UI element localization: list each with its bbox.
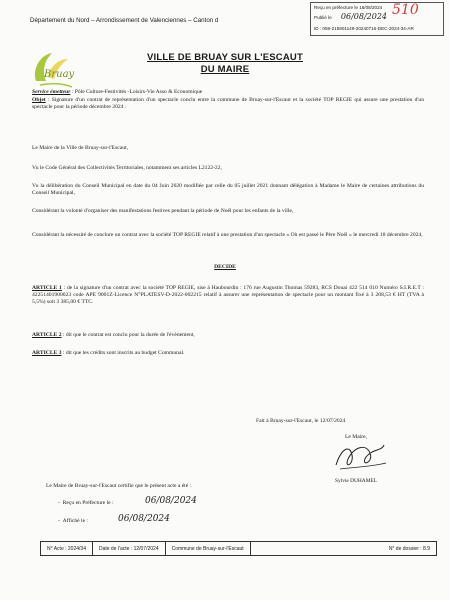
- article-2: [32, 332, 424, 339]
- stamp-line-published: [314, 14, 387, 21]
- article-1: [32, 285, 424, 307]
- mayor-signature: [330, 437, 390, 477]
- mayor-name: Sylvie DUHAMEL: [335, 478, 378, 484]
- stamp-line-id: ID : 059-215901149-20240716-DEC-2024-34-AR: [314, 26, 414, 31]
- posted-bullet: -: [58, 518, 63, 524]
- logo-wordmark: Bruay: [44, 69, 75, 80]
- department-header: Département du Nord – Arrondissement de Valenciennes – Canton d: [30, 17, 219, 24]
- certification-posted: [58, 518, 88, 525]
- article-3: [32, 350, 424, 357]
- stamp-line-received: Reçu en préfecture le 16/08/2024: [314, 5, 383, 10]
- article-3-label: ARTICLE 3: [32, 350, 62, 356]
- mayor-line: Le Maire de la Ville de Bruay-sur-l'Escaut,: [32, 145, 128, 151]
- article-1-text: : de la signature d'un contrat avec la société TOP REGIE, sise à Haubourdin : 176 rue Augustin Thomas 59283, RCS Douai 422 514 010 Numéro S.I.R.E.T : 42251401900023 code APE 9001Z-Licence N°PLATESV-D-2022-002215 relatif à assurer une représentation de spectacle pour un montant fixé à 3 208,53 € HT (TVA à 5,5%) soit 3 385,00 € TTC.: [32, 285, 424, 306]
- vu-deliberation: Vu la délibération du Conseil Municipal en date du 04 Juin 2020 modifiée par celle du 05 juillet 2021 donnant délégation à Madame le Maire de certaines attributions du Conseil Municipal,: [32, 183, 424, 197]
- posted-handwritten-date: 06/08/2024: [118, 514, 170, 524]
- act-reference-box: [40, 541, 437, 556]
- act-number: N° Acte : 2024/34: [41, 542, 93, 555]
- act-commune: Commune de Bruay-sur-l'Escaut: [166, 542, 251, 555]
- considerant-volonte: Considérant la volonté d'organiser des manifestations festives pendant la période de Noël pour les enfants de la ville,: [32, 208, 294, 214]
- mayor-role: Le Maire,: [345, 434, 368, 440]
- received-bullet: -: [58, 500, 63, 506]
- considerant-necessite: Considérant la nécessité de conclure un contrat avec la société TOP REGIE relatif à une prestation d'un spectacle « Où est passé le Père Noël » le mercredi 18 décembre 2024,: [32, 232, 423, 238]
- service-text: : Pôle Culture-Festivités -Loisirs-Vie Asso & Economique: [70, 89, 203, 95]
- article-2-text: : dit que le contrat est conclu pour la durée de l'évènement,: [61, 332, 195, 338]
- objet-block: [32, 97, 424, 111]
- vu-cgct: Vu le Code Général des Collectivités Territoriales, notamment ses articles L2122-22,: [32, 165, 222, 171]
- service-line: [32, 89, 424, 96]
- decide-heading: DECIDE: [214, 264, 236, 270]
- certification-intro: Le Maire de Bruay-sur-l'Escaut certifie que le présent acte a été :: [46, 483, 192, 489]
- objet-label: Objet: [32, 97, 46, 103]
- act-date: Date de l'acte : 12/07/2024: [93, 542, 166, 555]
- article-2-label: ARTICLE 2: [32, 332, 62, 338]
- article-3-text: : dit que les crédits sont inscrits au budget Communal.: [61, 350, 185, 356]
- received-label: Reçu en Préfecture le :: [62, 500, 114, 506]
- handwritten-red-number: 510: [392, 2, 419, 18]
- stamp-published-label: Publié le: [314, 15, 332, 20]
- service-label: Service émetteur: [32, 89, 71, 95]
- prefecture-stamp: [310, 2, 444, 36]
- place-date: Fait à Bruay-sur-l'Escaut, le 12/07/2024: [256, 418, 346, 424]
- document-title: VILLE DE BRUAY SUR L'ESCAUT: [147, 52, 303, 63]
- signature-icon: [330, 437, 390, 477]
- objet-text: : Signature d'un contrat de représentation d'un spectacle conclu entre la commune de Bruay-sur-l'Escaut et la société TOP REGIE qui assure une prestation d'un spectacle pour la période décembre 2024 .: [32, 97, 424, 111]
- act-dossier: N° de dossier : 8.9: [388, 545, 430, 552]
- certification-received: [58, 500, 114, 507]
- stamp-published-handwritten-date: 06/08/2024: [340, 12, 388, 21]
- article-1-label: ARTICLE 1: [32, 285, 62, 291]
- received-handwritten-date: 06/08/2024: [145, 496, 197, 506]
- document-subtitle: DU MAIRE: [200, 64, 250, 75]
- posted-label: Affiché le :: [62, 518, 89, 524]
